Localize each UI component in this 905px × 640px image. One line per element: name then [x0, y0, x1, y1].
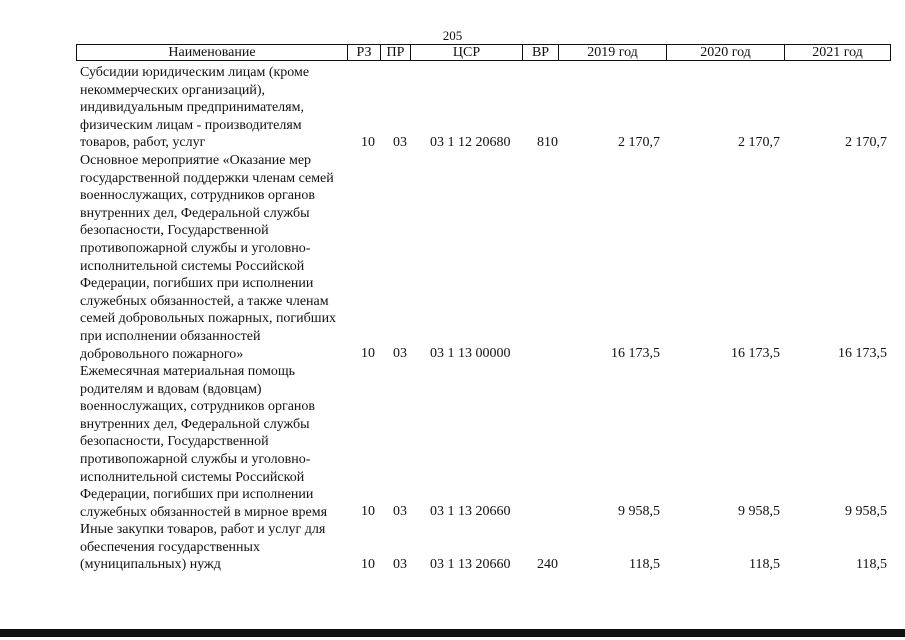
table-header	[76, 44, 891, 61]
column-header-2020: 2020 год	[666, 45, 784, 60]
row-2020: 16 173,5	[731, 346, 780, 362]
row-2019: 2 170,7	[618, 135, 660, 151]
column-header-name: Наименование	[168, 45, 256, 60]
row-vr: 240	[537, 557, 558, 573]
row-rz: 10	[361, 557, 375, 573]
row-csr: 03 1 13 00000	[430, 346, 511, 362]
row-pr: 03	[393, 135, 407, 151]
row-name: Ежемесячная материальная помощь родителям и вдовам (вдовцам) военнослужащих, сотрудников органов внутренних дел, Федеральной службы безопасности, Государственной противопожарной службы и уголовно-исполнительной системы Российской Федерации, погибших при исполнении служебных обязанностей в мирное время	[80, 364, 328, 520]
table-row	[0, 363, 905, 521]
row-name: Иные закупки товаров, работ и услуг для обеспечения государственных (муниципальных) нужд	[80, 522, 326, 573]
row-csr: 03 1 12 20680	[430, 135, 511, 151]
row-2021: 9 958,5	[845, 504, 887, 520]
table-row	[0, 152, 905, 363]
row-csr: 03 1 13 20660	[430, 557, 511, 573]
row-2021: 16 173,5	[838, 346, 887, 362]
column-header-2021: 2021 год	[784, 45, 890, 60]
row-2020: 2 170,7	[738, 135, 780, 151]
column-header-pr: ПР	[380, 45, 410, 60]
row-pr: 03	[393, 557, 407, 573]
row-rz: 10	[361, 346, 375, 362]
row-csr: 03 1 13 20660	[430, 504, 511, 520]
row-2019: 16 173,5	[611, 346, 660, 362]
row-2020: 9 958,5	[738, 504, 780, 520]
row-rz: 10	[361, 135, 375, 151]
column-header-vr: ВР	[522, 45, 558, 60]
row-vr: 810	[537, 135, 558, 151]
row-2019: 118,5	[629, 557, 660, 573]
row-pr: 03	[393, 504, 407, 520]
column-header-2019: 2019 год	[558, 45, 666, 60]
row-2020: 118,5	[749, 557, 780, 573]
table-row	[0, 521, 905, 574]
column-header-csr: ЦСР	[410, 45, 522, 60]
row-2019: 9 958,5	[618, 504, 660, 520]
row-name: Основное мероприятие «Оказание мер государственной поддержки членам семей военнослужащих, сотрудников органов внутренних дел, Федеральной службы безопасности, Государственной противопожарной службы и уголовно-исполнительной системы Российской Федерации, погибших при исполнении служебных обязанностей, а также членам семей добровольных пожарных, погибших при исполнении обязанностей добровольного пожарного»	[80, 153, 337, 362]
row-pr: 03	[393, 346, 407, 362]
row-2021: 118,5	[856, 557, 887, 573]
column-header-rz: РЗ	[347, 45, 380, 60]
page-number: 205	[442, 28, 463, 43]
row-rz: 10	[361, 504, 375, 520]
row-name: Субсидии юридическим лицам (кроме некоммерческих организаций), индивидуальным предпринимателям, физическим лицам - производителям товаров, работ, услуг	[80, 65, 310, 151]
row-2021: 2 170,7	[845, 135, 887, 151]
scan-edge-bar	[0, 629, 905, 637]
table-row	[0, 64, 905, 152]
